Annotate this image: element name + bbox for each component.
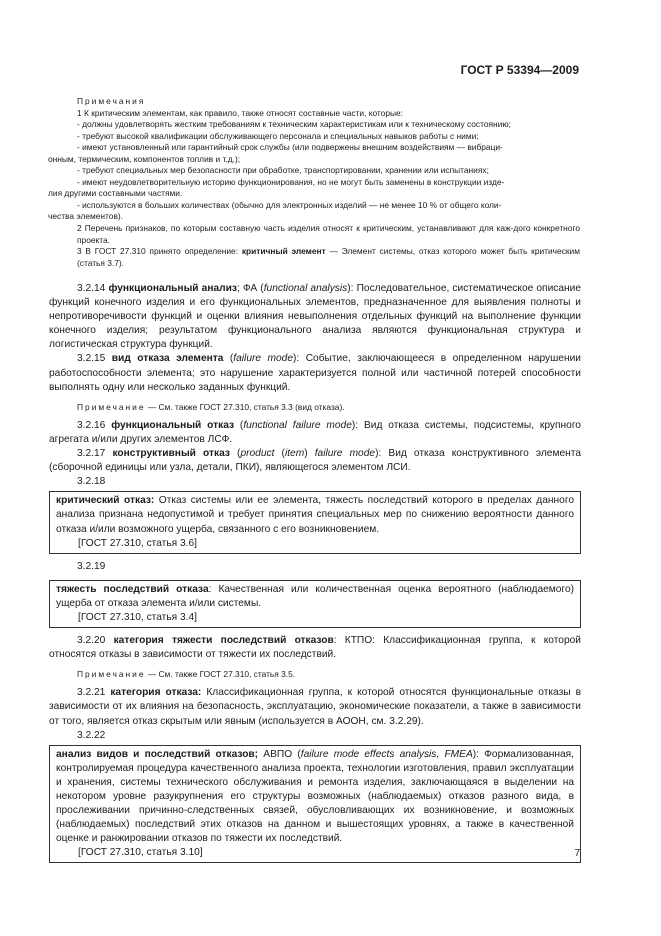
- term-definition: ): Вид отказа системы, подсистемы, крупного агрегата и/или других элементов ЛСФ.: [49, 419, 581, 445]
- term-3-2-19-box: [49, 580, 581, 628]
- term-3-2-18: [56, 494, 574, 536]
- term-title: тяжесть последствий отказа: [56, 583, 209, 595]
- term-english: functional analysis: [263, 283, 348, 294]
- note-bullet: - имеют установленный или гарантийный срок службы (или подвержены внешним воздействиям — вибраци-: [77, 142, 503, 153]
- term-english: functional failure mode: [243, 419, 352, 431]
- term-3-2-19: [56, 583, 574, 611]
- note-3-post: — Элемент системы, отказ которого может быть критическим (статья 3.7).: [77, 246, 580, 268]
- term-abbr: АВПО (: [258, 748, 301, 760]
- page-number: 7: [574, 848, 580, 859]
- term-title: функциональный отказ: [111, 419, 235, 431]
- term-3-2-21: [49, 686, 581, 728]
- term-3-2-14: [49, 282, 581, 352]
- term-number: 3.2.17: [77, 448, 106, 460]
- note-2-text: 2 Перечень признаков, по которым составную часть изделия относят к критическим, устанавливают для каж-дого конкретного проекта.: [77, 223, 580, 245]
- note-2: [77, 223, 580, 246]
- term-definition: : КТПО: Классификационная группа, к которой относятся отказы в зависимости от тяжести их последствий.: [49, 635, 581, 661]
- term-3-2-20: [49, 634, 581, 662]
- term-number: 3.2.22: [77, 729, 106, 741]
- term-source: [ГОСТ 27.310, статья 3.10]: [78, 847, 203, 859]
- term-title: функциональный анализ: [108, 283, 237, 294]
- note-bullet: - используются в больших количествах (обычно для электронных изделий — не менее 10 % от общего коли-: [77, 199, 502, 210]
- note-3-term: критичный элемент: [241, 246, 326, 257]
- term-title: анализ видов и последствий отказов;: [56, 748, 259, 760]
- term-title: вид отказа элемента: [111, 353, 224, 365]
- document-header: ГОСТ Р 53394—2009: [460, 63, 579, 77]
- term-english: failure mode effects analysis, FMEA: [300, 748, 473, 760]
- note-label: Примечание: [77, 669, 146, 680]
- terms-body: [49, 282, 581, 869]
- term-note: [77, 667, 581, 681]
- term-definition: ): Формализованная, контролируемая процедура качественного анализа проекта, технологии изготовления, правил эксплуатации и хранения, системы технического обслуживания и ремонта изделия, заключающаяся в выделении на некотором уровне разукрупнения его структуры возможных (наблюдаемых) отказов разного вида, в прослеживании причинно-следственных связей, обусловливающих их возникновение, и возможных (наблюдаемых) последствий этих отказов на данном и вышестоящих уровнях, а также в качественной оценке и ранжировании отказов по тяжести их последствий.: [56, 748, 575, 845]
- term-definition: ): Событие, заключающееся в определенном нарушении работоспособности элемента; это нарушение характеризуется полной или частичной потерей способности выполнять одну или несколько заданных функций.: [49, 353, 581, 393]
- term-3-2-16: 3.2.16 функциональный отказ (functional failure mode): Вид отказа системы, подсистемы, крупного агрегата и/или других элементов ЛСФ.: [49, 419, 581, 445]
- term-note: [77, 400, 581, 414]
- term-3-2-22: [56, 748, 574, 847]
- term-number: 3.2.14: [77, 283, 106, 294]
- note-label: Примечание: [77, 401, 146, 412]
- note-3: [77, 246, 580, 269]
- note-text: — См. также ГОСТ 27.310, статья 3.5.: [145, 669, 296, 680]
- note-3-pre: 3 В ГОСТ 27.310 принято определение:: [77, 246, 242, 257]
- term-3-2-15: 3.2.15 вид отказа элемента (failure mode): Событие, заключающееся в определенном нарушении работоспособности элемента; это нарушение характеризуется полной или частичной потерей способности выполнять одну или несколько заданных функций.: [49, 353, 581, 393]
- term-number: 3.2.19: [77, 560, 106, 572]
- term-number: 3.2.21: [77, 687, 106, 699]
- term-english: item: [284, 448, 305, 460]
- notes-block: [48, 96, 580, 269]
- term-title: критический отказ:: [56, 495, 155, 507]
- term-definition: Отказ системы или ее элемента, тяжесть последствий которого в пределах данного анализа признана недопустимой и требует принятия специальных мер по снижению вероятности данного отказа и/или возможного ущерба, связанного с его возникновением.: [56, 495, 574, 535]
- note-bullet-cont: онным, термическим, компонентов топлив и т.д.);: [48, 153, 241, 164]
- note-bullet: - требуют специальных мер безопасности при обработке, транспортировании, хранении или испытаниях;: [77, 165, 489, 176]
- term-definition: ): Последовательное, систематическое описание функций конечного изделия и его функциональных элементов, предназначенное для выявления полноты и непротиворечивости функций и оценки влияния невыполнения отдельных функций на выполнение функции конечного изделия; результатом функционального анализа являются функциональная структура и логистическая структура функций.: [49, 283, 582, 351]
- term-number: 3.2.18: [77, 476, 106, 488]
- term-number: 3.2.15: [77, 353, 106, 365]
- term-number: 3.2.20: [77, 635, 106, 647]
- note-bullet: - должны удовлетворять жестким требованиям к техническим характеристикам или к техническому состоянию;: [77, 119, 511, 130]
- term-title: конструктивный отказ: [112, 448, 230, 460]
- note-1: 1 К критическим элементам, как правило, также относят составные части, которые:: [77, 107, 403, 118]
- term-title: категория тяжести последствий отказов: [113, 635, 334, 647]
- term-english: product: [240, 448, 275, 460]
- note-bullet-cont: лия другими составными частями.: [48, 188, 183, 199]
- term-definition: Классификационная группа, к которой относятся функциональные отказы в зависимости от их влияния на безопасность, эксплуатацию, экономические показатели, а также в зависимости от того, является отказ скрытым или явным (используется в АООН, см. 3.2.29).: [49, 687, 582, 727]
- note-bullet-cont: чества элементов).: [48, 211, 124, 222]
- term-3-2-17: 3.2.17 конструктивный отказ (product (item) failure mode): Вид отказа конструктивного элемента (сборочной единицы или узла, детали, ПКИ), являющегося элементом ЛСИ.: [49, 448, 581, 474]
- term-title: категория отказа:: [110, 687, 202, 699]
- term-source: [ГОСТ 27.310, статья 3.4]: [78, 611, 197, 623]
- term-3-2-22-box: [49, 745, 581, 864]
- notes-title: Примечания: [77, 96, 146, 106]
- note-text: — См. также ГОСТ 27.310, статья 3.3 (вид отказа).: [145, 401, 345, 412]
- term-3-2-18-box: [49, 491, 581, 553]
- term-source: [ГОСТ 27.310, статья 3.6]: [78, 537, 197, 549]
- term-definition: ): Вид отказа конструктивного элемента (сборочной единицы или узла, детали, ПКИ), являющегося элементом ЛСИ.: [49, 448, 581, 474]
- note-bullet: - требуют высокой квалификации обслуживающего персонала и специальных навыков работы с ними;: [77, 130, 479, 141]
- term-number: 3.2.16: [77, 419, 106, 431]
- term-english: failure mode: [314, 448, 376, 460]
- term-abbr: ; ФА (: [236, 283, 264, 294]
- note-bullet: - имеют неудовлетворительную историю функционирования, но не могут быть заменены в конструкции изде-: [77, 176, 505, 187]
- term-english: failure mode: [233, 353, 293, 365]
- term-definition: : Качественная или количественная оценка вероятного (наблюдаемого) ущерба от отказа элемента и/или системы.: [56, 583, 574, 609]
